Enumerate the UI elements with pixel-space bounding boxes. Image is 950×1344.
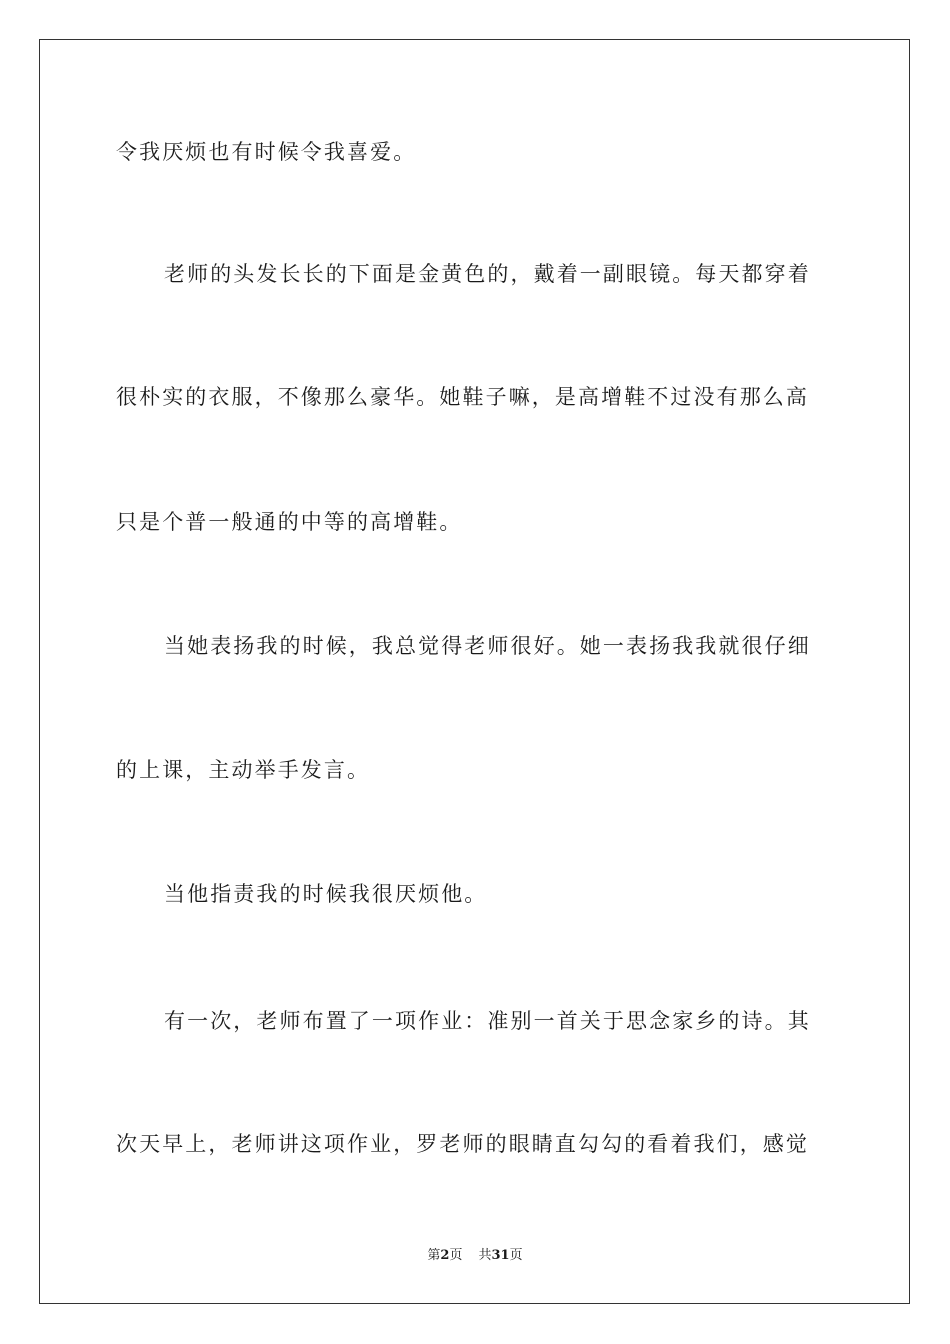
- total-prefix: 共: [478, 1248, 492, 1263]
- page-prefix: 第: [427, 1248, 441, 1263]
- text-line: 很朴实的衣服，不像那么豪华。她鞋子嘛，是高增鞋不过没有那么高: [116, 385, 809, 409]
- paragraph-start: 当他指责我的时候我很厌烦他。: [164, 882, 488, 906]
- total-pages: 31: [491, 1248, 510, 1263]
- text-line: 令我厌烦也有时候令我喜爱。: [116, 140, 417, 164]
- text-line: 只是个普一般通的中等的高增鞋。: [116, 510, 463, 534]
- paragraph-start: 有一次，老师布置了一项作业：准别一首关于思念家乡的诗。其: [164, 1009, 811, 1033]
- total-suffix: 页: [509, 1248, 523, 1263]
- paragraph-start: 当她表扬我的时候，我总觉得老师很好。她一表扬我我就很仔细: [164, 634, 811, 658]
- page-footer: [0, 1247, 950, 1265]
- page-frame: [39, 39, 910, 1304]
- text-line: 次天早上，老师讲这项作业，罗老师的眼睛直勾勾的看着我们，感觉: [116, 1132, 809, 1156]
- paragraph-start: 老师的头发长长的下面是金黄色的，戴着一副眼镜。每天都穿着: [164, 262, 811, 286]
- page-number: 2: [440, 1248, 450, 1263]
- text-line: 的上课，主动举手发言。: [116, 758, 371, 782]
- page-suffix: 页: [449, 1248, 463, 1263]
